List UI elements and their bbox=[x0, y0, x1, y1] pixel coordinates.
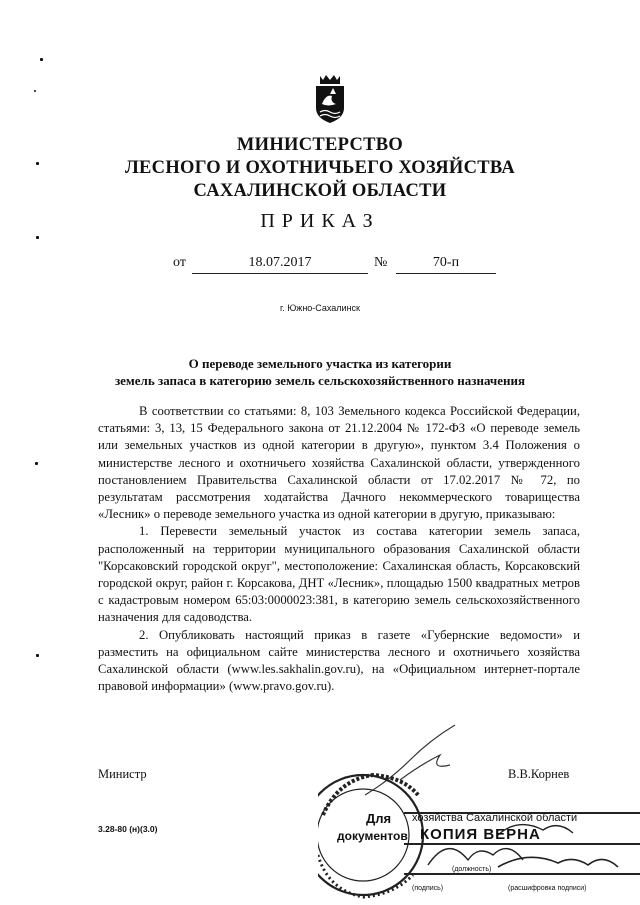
stamp-signature-caption: (подпись) bbox=[412, 885, 444, 892]
subject-line2: земель запаса в категорию земель сельскохозяйственного назначения bbox=[114, 373, 526, 388]
date-prefix: от bbox=[173, 255, 186, 270]
order-number: 70-п bbox=[396, 255, 496, 274]
ministry-title-line1: МИНИСТЕРСТВО bbox=[236, 135, 404, 155]
scan-mark bbox=[36, 236, 39, 239]
body-paragraph-item-2: 2. Опубликовать настоящий приказ в газете «Губернские ведомости» и разместить на официальном сайте министерства лесного и охотничьего хозяйства Сахалинской области (www.les.sakhalin.gov.ru), на «Официальном интернет-портале правовой информации» (www.pravo.gov.ru). bbox=[98, 627, 580, 694]
stamp-copy-verified: КОПИЯ ВЕРНА bbox=[420, 826, 541, 843]
stamp-for-label: Для bbox=[366, 811, 392, 826]
number-prefix: № bbox=[374, 255, 388, 270]
stamp-decode-caption: (расшифровка подписи) bbox=[508, 885, 587, 892]
city: г. Южно-Сахалинск bbox=[280, 303, 360, 313]
scan-mark bbox=[36, 654, 39, 657]
ministry-title-line3: САХАЛИНСКОЙ ОБЛАСТИ bbox=[193, 181, 447, 201]
stamp-role-caption: (должность) bbox=[452, 866, 492, 873]
scan-mark bbox=[35, 462, 38, 465]
stamp-ministry-line: хозяйства Сахалинской области bbox=[412, 812, 578, 824]
document-type: ПРИКАЗ bbox=[260, 210, 380, 232]
signatory-name: В.В.Корнев bbox=[508, 767, 570, 781]
subject-line1: О переводе земельного участка из категории bbox=[188, 356, 452, 371]
body-paragraph-item-1: 1. Перевести земельный участок из состава категории земель запаса, расположенный на территории муниципального образования Сахалинской области "Корсаковский городской округ", местоположение: Сахалинская область, Корсаковский городской округ, район г. Корсакова, ДНТ «Лесник», площадью 1500 квадратных метров с кадастровым номером 65:03:0000023:381, в категорию земель сельскохозяйственного назначения для садоводства. bbox=[98, 524, 580, 625]
order-date: 18.07.2017 bbox=[192, 255, 368, 274]
scan-mark bbox=[40, 58, 43, 61]
coat-of-arms-emblem bbox=[312, 74, 348, 124]
scan-mark bbox=[34, 90, 36, 92]
stamp-documents-label: документов bbox=[337, 829, 408, 843]
ministry-title-line2: ЛЕСНОГО И ОХОТНИЧЬЕГО ХОЗЯЙСТВА bbox=[124, 158, 516, 178]
body-paragraph-preamble: В соответствии со статьями: 8, 103 Земельного кодекса Российской Федерации, статьями: 3, 13, 15 Федерального закона от 21.12.2004 № 172-ФЗ «О переводе земель или земельных участков из одной категории в другую», пунктом 3.4 Положения о министерстве лесного и охотничьего хозяйства Сахалинской области, утвержденного постановлением Правительства Сахалинской области от 17.02.2017 № 72, по результатам рассмотрения ходатайства Дачного некоммерческого товарищества «Лесник» о переводе земельного участка из одной категории в другую, приказываю: bbox=[98, 404, 580, 522]
signatory-position: Министр bbox=[98, 767, 147, 781]
form-code: 3.28-80 (н)(3.0) bbox=[98, 824, 158, 834]
order-body bbox=[98, 403, 580, 695]
